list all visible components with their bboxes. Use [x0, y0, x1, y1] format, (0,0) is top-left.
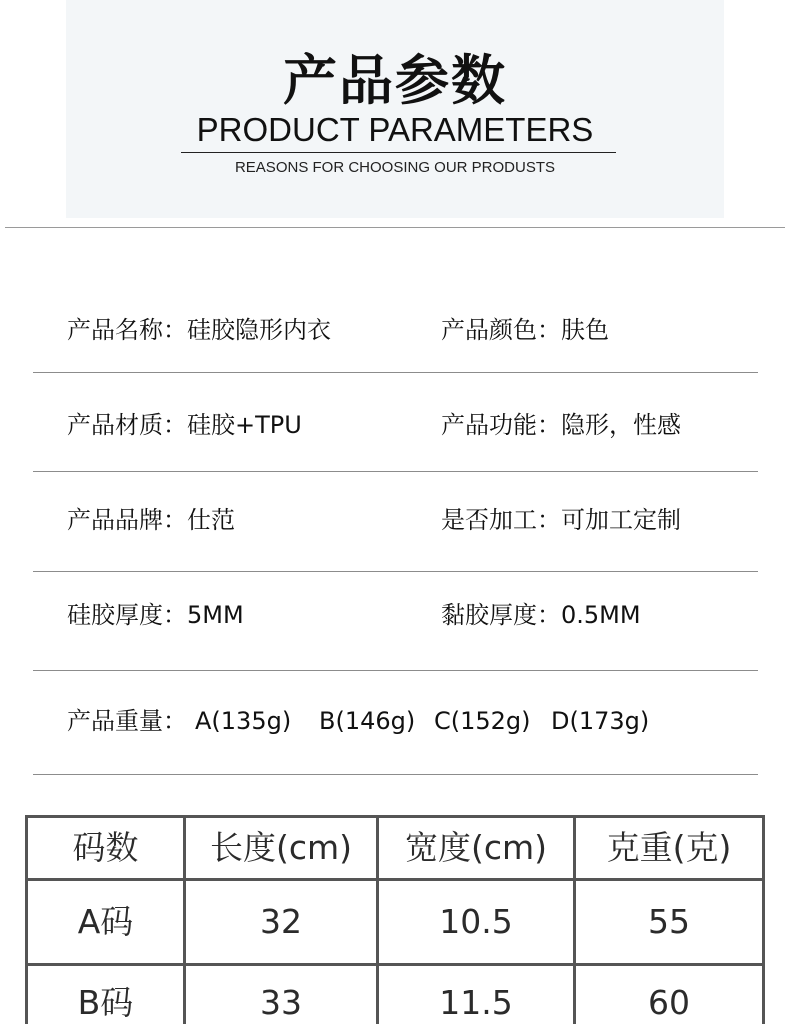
- param-product-material: [67, 408, 302, 442]
- param-value: 仕范: [187, 506, 235, 534]
- param-silicone-thickness: [67, 598, 244, 632]
- table-cell: 33: [186, 966, 379, 1024]
- param-row: [0, 313, 790, 347]
- table-cell: 60: [648, 983, 690, 1022]
- weight-value-b: B(146g): [319, 707, 416, 735]
- param-label: 产品功能：: [441, 411, 561, 439]
- table-row: [28, 881, 762, 966]
- param-weight-label: 产品重量：: [67, 707, 187, 735]
- weight-value-a: A(135g): [195, 707, 292, 735]
- param-label: 产品名称：: [67, 316, 187, 344]
- page-subtitle: REASONS FOR CHOOSING OUR PRODUSTS: [234, 159, 556, 176]
- param-row: [0, 598, 790, 632]
- page-title: 产品参数: [283, 49, 507, 112]
- table-cell: A码: [28, 881, 186, 963]
- table-cell: 55: [648, 902, 690, 941]
- param-value: 隐形，性感: [561, 411, 681, 439]
- param-row: [0, 503, 790, 537]
- param-label: 产品品牌：: [67, 506, 187, 534]
- table-cell: 32: [186, 881, 379, 963]
- table-cell: B码: [28, 966, 186, 1024]
- param-product-color: [441, 313, 609, 347]
- param-product-brand: [67, 503, 235, 537]
- param-product-name: [67, 313, 331, 347]
- param-value: 0.5MM: [561, 601, 641, 629]
- section-divider: [5, 227, 785, 228]
- table-row: [28, 966, 762, 1024]
- param-label: 产品颜色：: [441, 316, 561, 344]
- table-header-cell: 码数: [28, 818, 186, 878]
- weight-value-c: C(152g): [434, 707, 531, 735]
- size-table: [25, 815, 765, 1024]
- weight-value-d: D(173g): [551, 707, 650, 735]
- param-label: 是否加工：: [441, 506, 561, 534]
- param-label: 黏胶厚度：: [441, 601, 561, 629]
- row-divider: [33, 670, 758, 671]
- param-value: 可加工定制: [561, 506, 681, 534]
- table-header-cell: 长度(cm): [186, 818, 379, 878]
- param-row-weight: [0, 704, 790, 738]
- page-title-english: PRODUCT PARAMETERS: [196, 111, 594, 148]
- row-divider: [33, 571, 758, 572]
- param-value: 肤色: [561, 316, 609, 344]
- param-row: [0, 408, 790, 442]
- table-cell: 10.5: [379, 881, 576, 963]
- param-value: 硅胶隐形内衣: [187, 316, 331, 344]
- param-customization: [441, 503, 681, 537]
- table-header-cell: 宽度(cm): [379, 818, 576, 878]
- table-cell: 11.5: [379, 966, 576, 1024]
- param-value: 5MM: [187, 601, 244, 629]
- table-header-row: [28, 818, 762, 881]
- row-divider: [33, 774, 758, 775]
- header-banner: [66, 0, 724, 218]
- param-product-function: [441, 408, 681, 442]
- param-label: 产品材质：: [67, 411, 187, 439]
- param-adhesive-thickness: [441, 598, 641, 632]
- param-value: 硅胶+TPU: [187, 411, 302, 439]
- param-label: 硅胶厚度：: [67, 601, 187, 629]
- row-divider: [33, 372, 758, 373]
- title-underline: [181, 152, 616, 153]
- row-divider: [33, 471, 758, 472]
- table-header-cell: 克重(克): [606, 828, 732, 867]
